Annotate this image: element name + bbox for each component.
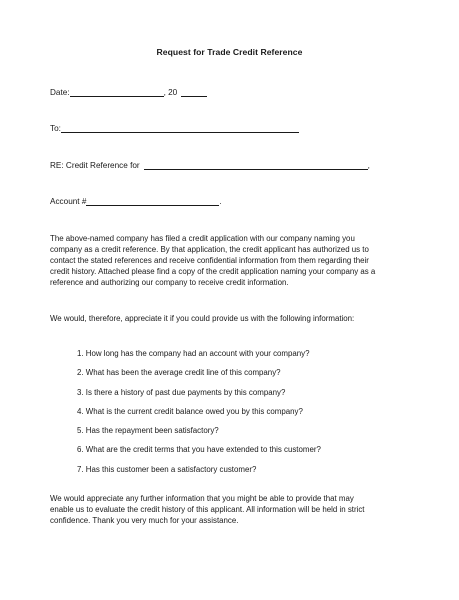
account-label: Account # (50, 197, 87, 206)
to-line (50, 123, 299, 133)
intro-line: reference and authorizing our company to receive credit information. (50, 278, 289, 287)
closing-line: We would appreciate any further information that you might be able to provide that may (50, 494, 354, 503)
closing-paragraph (50, 493, 395, 526)
question-item: 4. What is the current credit balance owed you by this company? (77, 406, 303, 416)
request-line: We would, therefore, appreciate it if you could provide us with the following information: (50, 314, 355, 323)
date-line (50, 87, 207, 97)
intro-paragraph (50, 233, 395, 288)
to-blank[interactable] (61, 123, 299, 133)
year-blank[interactable] (181, 87, 207, 97)
document-title: Request for Trade Credit Reference (156, 47, 303, 57)
re-blank[interactable] (144, 160, 368, 170)
intro-line: credit history. Attached please find a copy of the credit application naming your company as a (50, 267, 376, 276)
re-suffix: , (367, 161, 370, 170)
closing-line: enable us to evaluate the credit history of this applicant. All information will be held in strict (50, 505, 365, 514)
question-item: 2. What has been the average credit line of this company? (77, 368, 281, 378)
question-item: 3. Is there a history of past due payments by this company? (77, 387, 286, 397)
re-label: RE: Credit Reference for (50, 161, 140, 170)
intro-line: The above-named company has filed a credit application with our company naming you (50, 234, 355, 243)
intro-line: company as a credit reference. By that application, the credit applicant has authorized us to (50, 245, 369, 254)
intro-line: contact the stated references and receive confidential information from them regarding their (50, 256, 369, 265)
account-line (50, 196, 222, 206)
re-line (50, 160, 370, 170)
question-item: 6. What are the credit terms that you have extended to this customer? (77, 445, 321, 455)
questions-list (77, 348, 321, 483)
to-label: To: (50, 124, 61, 133)
question-item: 5. Has the repayment been satisfactory? (77, 426, 219, 436)
question-item: 7. Has this customer been a satisfactory customer? (77, 464, 257, 474)
account-blank[interactable] (86, 196, 222, 206)
request-paragraph (50, 313, 395, 324)
account-suffix: . (219, 197, 222, 206)
date-blank[interactable] (70, 87, 164, 97)
date-year-prefix: , 20 (163, 88, 178, 97)
date-label: Date: (50, 88, 70, 97)
closing-line: confidence. Thank you very much for your assistance. (50, 516, 239, 525)
question-item: 1. How long has the company had an account with your company? (77, 349, 310, 358)
